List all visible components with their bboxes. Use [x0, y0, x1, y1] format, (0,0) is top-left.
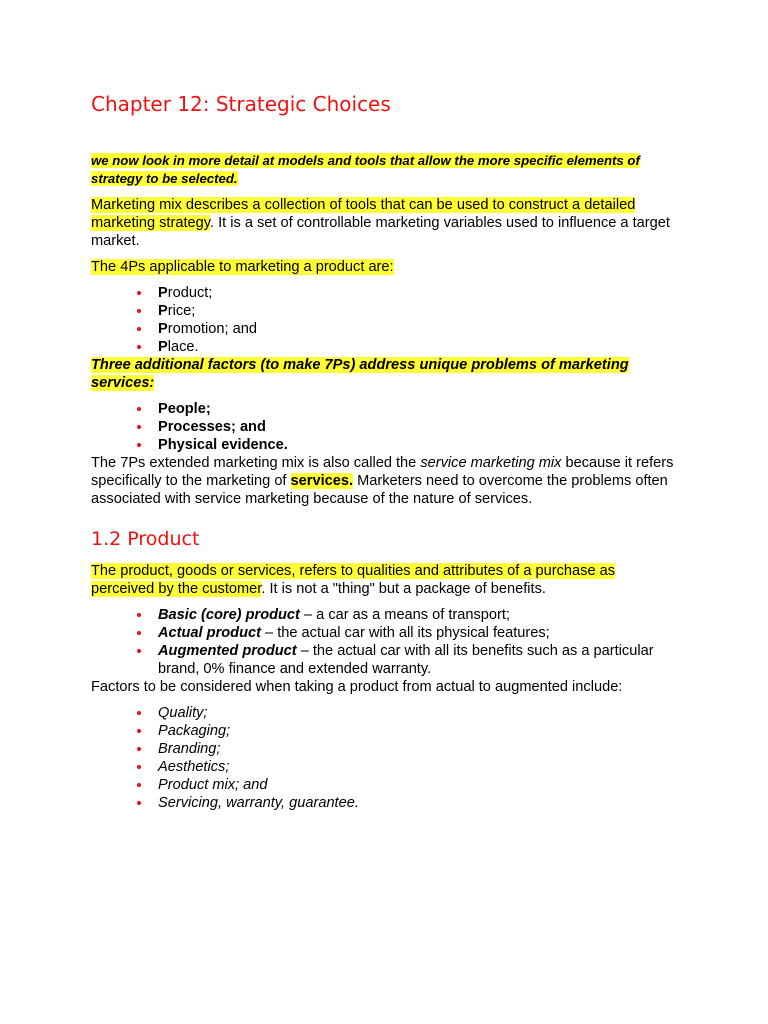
marketing-mix-paragraph: [91, 196, 681, 250]
list-item: Quality;: [158, 704, 681, 722]
extended-text-c: Marketers need to overcome the problems often associated with service marketing because of the nature of services.: [91, 473, 668, 507]
list-item: [158, 606, 681, 624]
product-paragraph: [91, 562, 681, 598]
extended-emphasis: service marketing mix: [420, 455, 562, 471]
list-item-term: Actual product: [158, 625, 261, 641]
list-item-initial: P: [158, 321, 168, 337]
product-highlight: The product, goods or services, refers to qualities and attributes of a purchase as perceived by the customer: [91, 563, 616, 597]
list-item-initial: P: [158, 339, 168, 355]
list-item-term: Augmented product: [158, 643, 297, 659]
extended-strong: services.: [290, 473, 354, 489]
list-item: Product mix; and: [158, 776, 681, 794]
sevenps-list: [91, 400, 681, 454]
list-item: [158, 642, 681, 678]
section-title: 1.2 Product: [91, 528, 200, 550]
product-levels-list: [91, 606, 681, 678]
list-item: Physical evidence.: [158, 436, 681, 454]
list-item-initial: P: [158, 285, 168, 301]
sevenps-heading-text: Three additional factors (to make 7Ps) address unique problems of marketing services:: [91, 357, 629, 391]
list-item-text: – the actual car with all its physical features;: [260, 625, 550, 641]
factors-heading: Factors to be considered when taking a product from actual to augmented include:: [91, 679, 623, 695]
marketing-mix-highlight: Marketing mix describes a collection of tools that can be used to construct a detailed marketing strategy: [91, 197, 636, 231]
list-item: [158, 320, 681, 338]
product-rest: . It is not a "thing" but a package of benefits.: [261, 581, 546, 597]
list-item: [158, 302, 681, 320]
factors-list: [91, 704, 681, 812]
list-item: [158, 624, 681, 642]
list-item-term: Basic (core) product: [158, 607, 300, 623]
intro-text: we now look in more detail at models and tools that allow the more specific elements of strategy to be selected.: [91, 153, 640, 186]
list-item: Branding;: [158, 740, 681, 758]
marketing-mix-rest: . It is a set of controllable marketing variables used to influence a target market.: [91, 215, 670, 249]
list-item: Packaging;: [158, 722, 681, 740]
fourps-list: [91, 284, 681, 356]
list-item: Servicing, warranty, guarantee.: [158, 794, 681, 812]
list-item-text: – the actual car with all its benefits such as a particular brand, 0% finance and extended warranty.: [158, 643, 654, 677]
extended-mix-paragraph: [91, 454, 681, 508]
chapter-title: Chapter 12: Strategic Choices: [91, 92, 391, 116]
extended-text-a: The 7Ps extended marketing mix is also called the: [91, 455, 421, 471]
extended-text-b: because it refers specifically to the marketing of: [91, 455, 674, 489]
document-content: [91, 90, 681, 812]
list-item: People;: [158, 400, 681, 418]
list-item: Processes; and: [158, 418, 681, 436]
intro-paragraph: [91, 152, 681, 188]
list-item-initial: P: [158, 303, 168, 319]
list-item-text: roduct;: [167, 285, 213, 301]
list-item-text: lace.: [167, 339, 199, 355]
list-item-text: – a car as a means of transport;: [299, 607, 511, 623]
list-item: [158, 338, 681, 356]
list-item: [158, 284, 681, 302]
fourps-heading: [91, 258, 681, 276]
list-item: Aesthetics;: [158, 758, 681, 776]
list-item-text: romotion; and: [167, 321, 257, 337]
list-item-text: rice;: [167, 303, 196, 319]
fourps-heading-text: The 4Ps applicable to marketing a product are:: [91, 259, 394, 275]
sevenps-heading: [91, 356, 681, 392]
